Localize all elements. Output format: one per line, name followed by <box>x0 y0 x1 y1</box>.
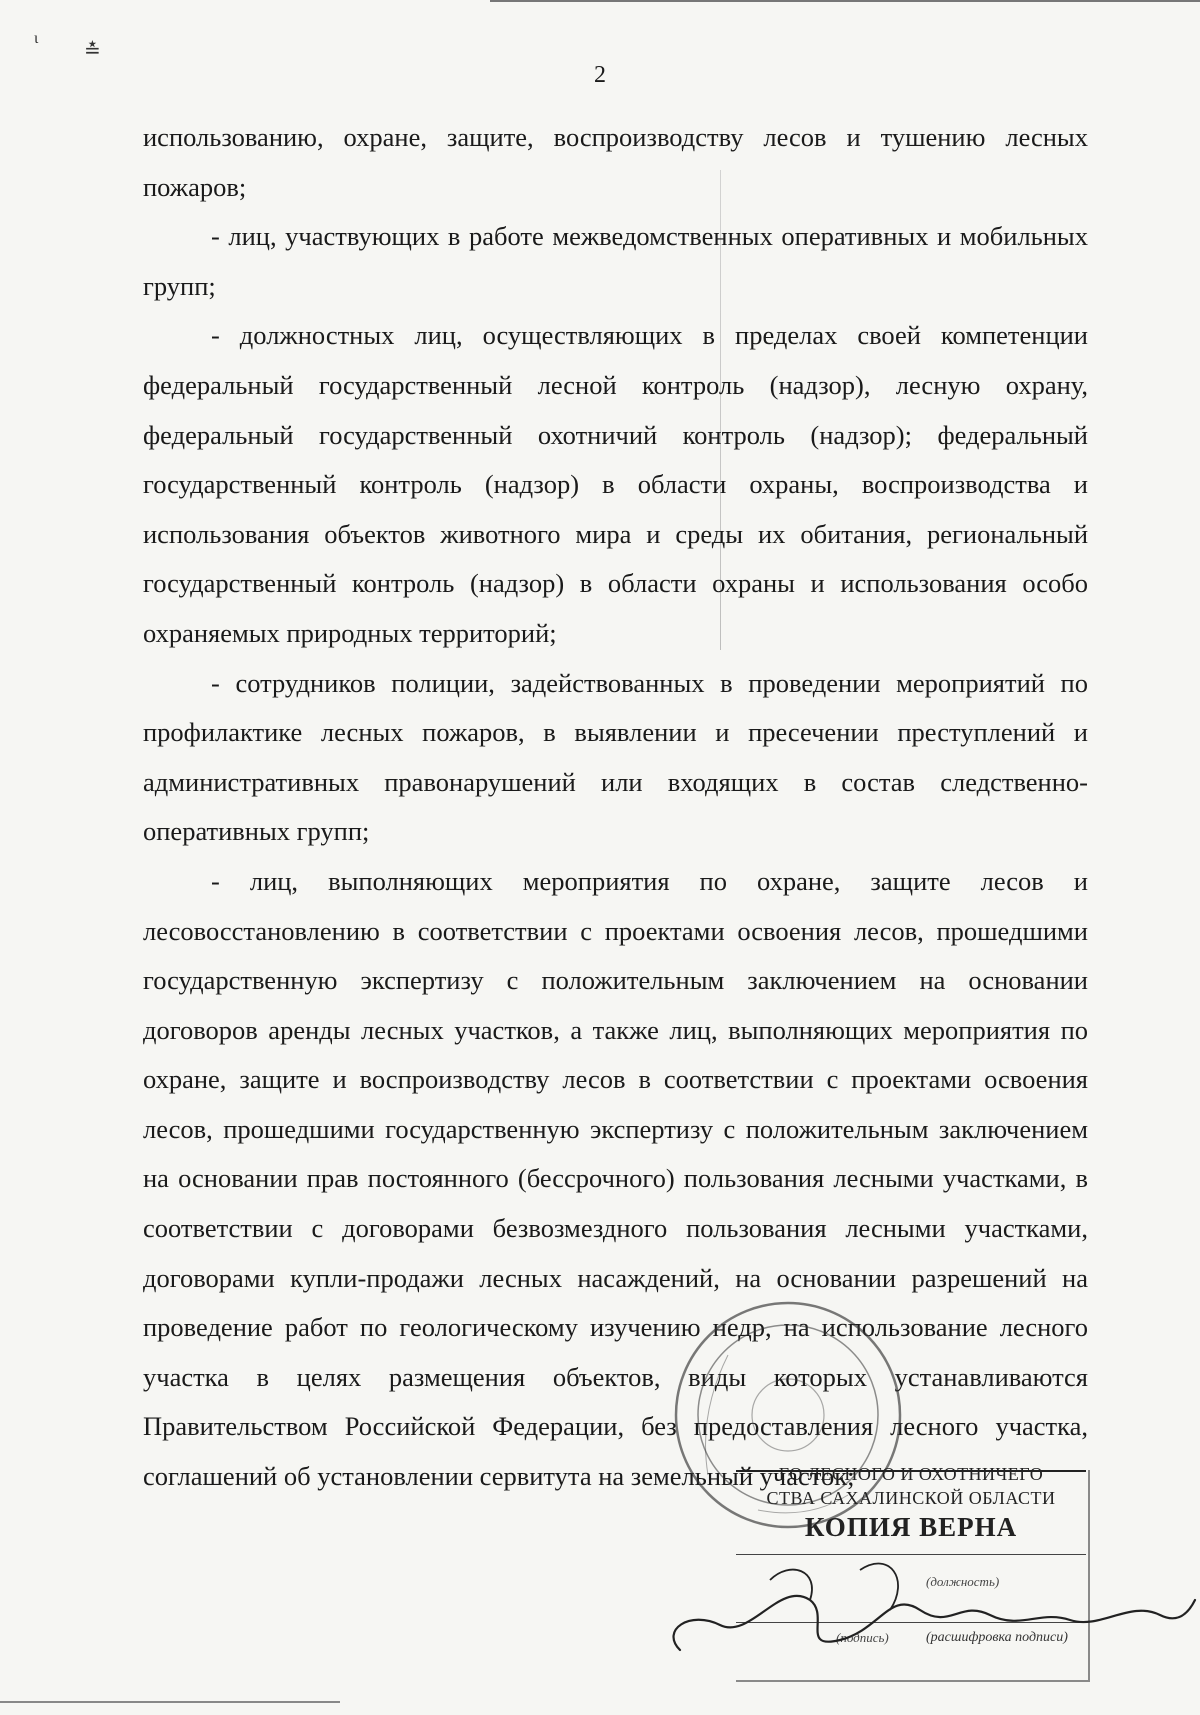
stamp-title: КОПИЯ ВЕРНА <box>804 1512 1018 1542</box>
stamp-role-caption: (должность) <box>926 1574 1000 1589</box>
bottom-edge-line <box>0 1701 340 1703</box>
stamp-signature-line <box>736 1622 1086 1623</box>
paragraph: - лиц, выполняющих мероприятия по охране, защите лесов и лесовосстановлению в соответствии с проектами освоения лесов, прошедшими государственную экспертизу с положительным заключением на основании договоров аренды лесных участков, а также лиц, выполняющих мероприятия по охране, защите и воспроизводству лесов в соответствии с проектами освоения лесов, прошедшими государственную экспертизу с положительным заключением на основании прав постоянного (бессрочного) пользования лесными участками, в соответствии с договорами безвозмездного пользования лесными участками, договорами купли-продажи лесных насаждений, на основании разрешений на проведение работ по геологическому изучению недр, на использование лесного участка в целях размещения объектов, виды которых устанавливаются Правительством Российской Федерации, без предоставления лесного участка, соглашений об установлении сервитута на земельный участок; <box>143 865 1088 1492</box>
stamp-role-line <box>736 1554 1086 1555</box>
paragraph: - должностных лиц, осуществляющих в пределах своей компетенции федеральный государственный лесной контроль (надзор), лесную охрану, федеральный государственный охотничий контроль (надзор); федеральный государственный контроль (надзор) в области охраны, воспроизводства и использования объектов животного мира и среды их обитания, региональный государственный контроль (надзор) в области охраны и использования особо охраняемых природных территорий; <box>143 320 1088 648</box>
document-body <box>143 113 1088 1502</box>
stamp-name-caption: (расшифровка подписи) <box>926 1630 1068 1645</box>
scan-mark-2: ≛ <box>84 40 101 62</box>
certification-stamp <box>736 1464 1086 1645</box>
paragraph: - сотрудников полиции, задействованных в проведении мероприятий по профилактике лесных пожаров, в выявлении и пресечении преступлений и административных правонарушений или входящих в состав следственно-оперативных групп; <box>143 667 1088 847</box>
stamp-org-line-1: ГО ЛЕСНОГО И ОХОТНИЧЕГО <box>778 1464 1044 1484</box>
page-number: 2 <box>594 62 606 88</box>
scan-mark: ι <box>34 30 39 47</box>
top-edge-line <box>490 0 1200 2</box>
stamp-signature-caption: (подпись) <box>836 1630 889 1645</box>
paragraph: - лиц, участвующих в работе межведомственных оперативных и мобильных групп; <box>143 221 1088 301</box>
stamp-org-line-2: СТВА САХАЛИНСКОЙ ОБЛАСТИ <box>766 1488 1056 1508</box>
paragraph: использованию, охране, защите, воспроизводству лесов и тушению лесных пожаров; <box>143 122 1088 202</box>
